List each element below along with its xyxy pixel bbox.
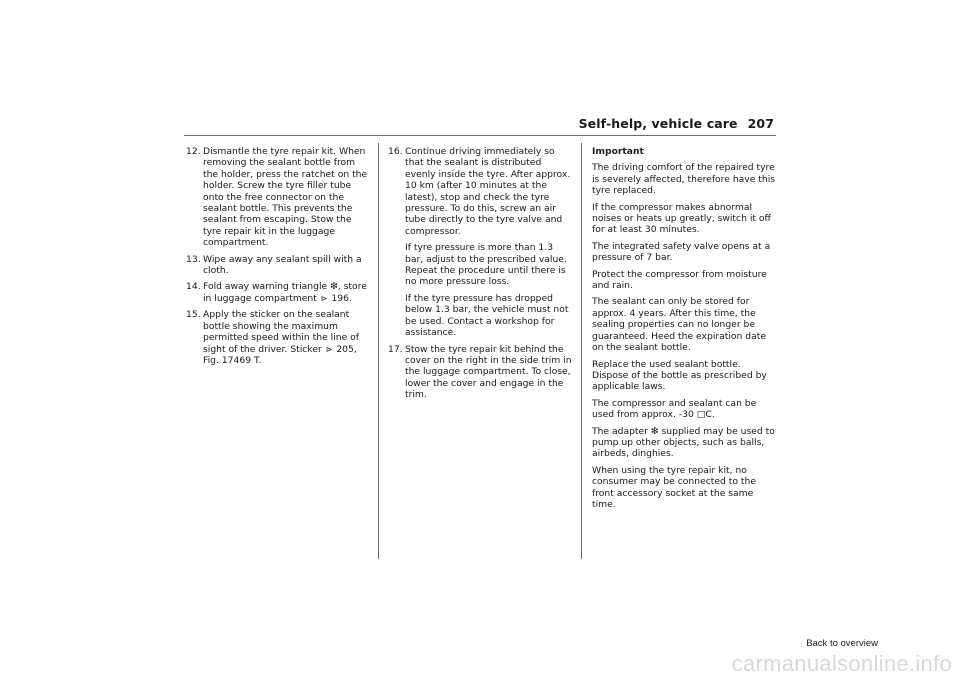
step-number: 16.	[388, 146, 403, 157]
important-paragraph: The integrated safety valve opens at a pressure of 7 bar.	[592, 240, 771, 264]
step-13	[186, 254, 368, 277]
step-number: 13.	[186, 253, 201, 265]
page-reference-link[interactable]: 196.	[328, 292, 352, 304]
step-text: Continue driving immediately so that the sealant is distributed evenly inside the tyre. After approx. 10 km (after 10 minutes at the latest), stop and check the tyre pressure. To do this, screw an air tube directly to the tyre valve and compressor.	[405, 146, 571, 237]
important-paragraph: Protect the compressor from moisture and rain.	[592, 268, 767, 292]
important-paragraph: The compressor and sealant can be used from approx. -30 □C.	[592, 397, 757, 421]
adapter-icon: ❇	[650, 425, 659, 437]
watermark: carmanualsonline.info	[731, 651, 952, 676]
step-number: 12.	[186, 146, 201, 157]
column-middle	[388, 146, 574, 406]
important-paragraph: Replace the used sealant bottle. Dispose of the bottle as prescribed by applicable laws.	[592, 358, 767, 393]
step-number: 17.	[388, 343, 403, 355]
step-text: Dismantle the tyre repair kit. When removing the sealant bottle from the holder, press the ratchet on the holder. Screw the tyre filler tube onto the free connector on the sealant bottle. This prevents the sealant from escaping. Stow the tyre repair kit in the luggage compartment.	[203, 146, 368, 249]
step-17	[388, 344, 574, 401]
important-paragraph: If the compressor makes abnormal noises or heats up greatly, switch it off for at least 30 minutes.	[592, 201, 771, 236]
important-paragraph: The adapter ❇ supplied may be used to pump up other objects, such as balls, airbeds, dinghies.	[592, 425, 775, 460]
page-header	[579, 116, 774, 131]
column-left	[186, 146, 368, 371]
step-text: Stow the tyre repair kit behind the cover on the right in the side trim in the luggage compartment. To close, lower the cover and engage in the trim.	[405, 343, 572, 401]
column-divider	[581, 143, 582, 559]
step-14	[186, 281, 368, 304]
step-number: 15.	[186, 309, 201, 321]
important-paragraph: When using the tyre repair kit, no consumer may be connected to the front accessory socket at the same time.	[592, 464, 756, 510]
column-right	[592, 146, 778, 515]
important-paragraph: The driving comfort of the repaired tyre is severely affected, therefore have this tyre replaced.	[592, 162, 776, 197]
page-reference-arrow-icon[interactable]: ⊳	[320, 293, 328, 303]
warning-triangle-icon: ❇	[330, 281, 338, 293]
page-reference-link[interactable]: 205, Fig. 17469 T.	[203, 343, 357, 366]
step-text: If the tyre pressure has dropped below 1.3 bar, the vehicle must not be used. Contact a workshop for assistance.	[405, 292, 569, 339]
step-number: 14.	[186, 281, 201, 293]
step-text: Apply the sticker on the sealant bottle showing the maximum permitted speed within the line of sight of the driver. Sticker ⊳ 205, Fig. 17469 T.	[203, 309, 360, 366]
page-reference-arrow-icon[interactable]: ⊳	[325, 344, 333, 354]
section-title: Self-help, vehicle care	[578, 116, 738, 131]
column-divider	[378, 143, 379, 559]
step-15	[186, 309, 368, 366]
step-text: Fold away warning triangle ❇, store in luggage compartment ⊳ 196.	[203, 281, 367, 304]
step-text: If tyre pressure is more than 1.3 bar, adjust to the prescribed value. Repeat the procedure until there is no more pressure loss.	[405, 242, 567, 288]
important-heading: Important	[592, 146, 644, 157]
step-16	[388, 146, 574, 339]
back-to-overview-link[interactable]: Back to overview	[806, 638, 878, 649]
important-paragraph: The sealant can only be stored for approx. 4 years. After this time, the sealing properties can no longer be guaranteed. Heed the expiration date on the sealant bottle.	[592, 296, 767, 354]
step-text: Wipe away any sealant spill with a cloth.	[203, 253, 362, 277]
header-rule	[184, 135, 776, 136]
page-number: 207	[747, 116, 774, 131]
step-12	[186, 146, 368, 249]
